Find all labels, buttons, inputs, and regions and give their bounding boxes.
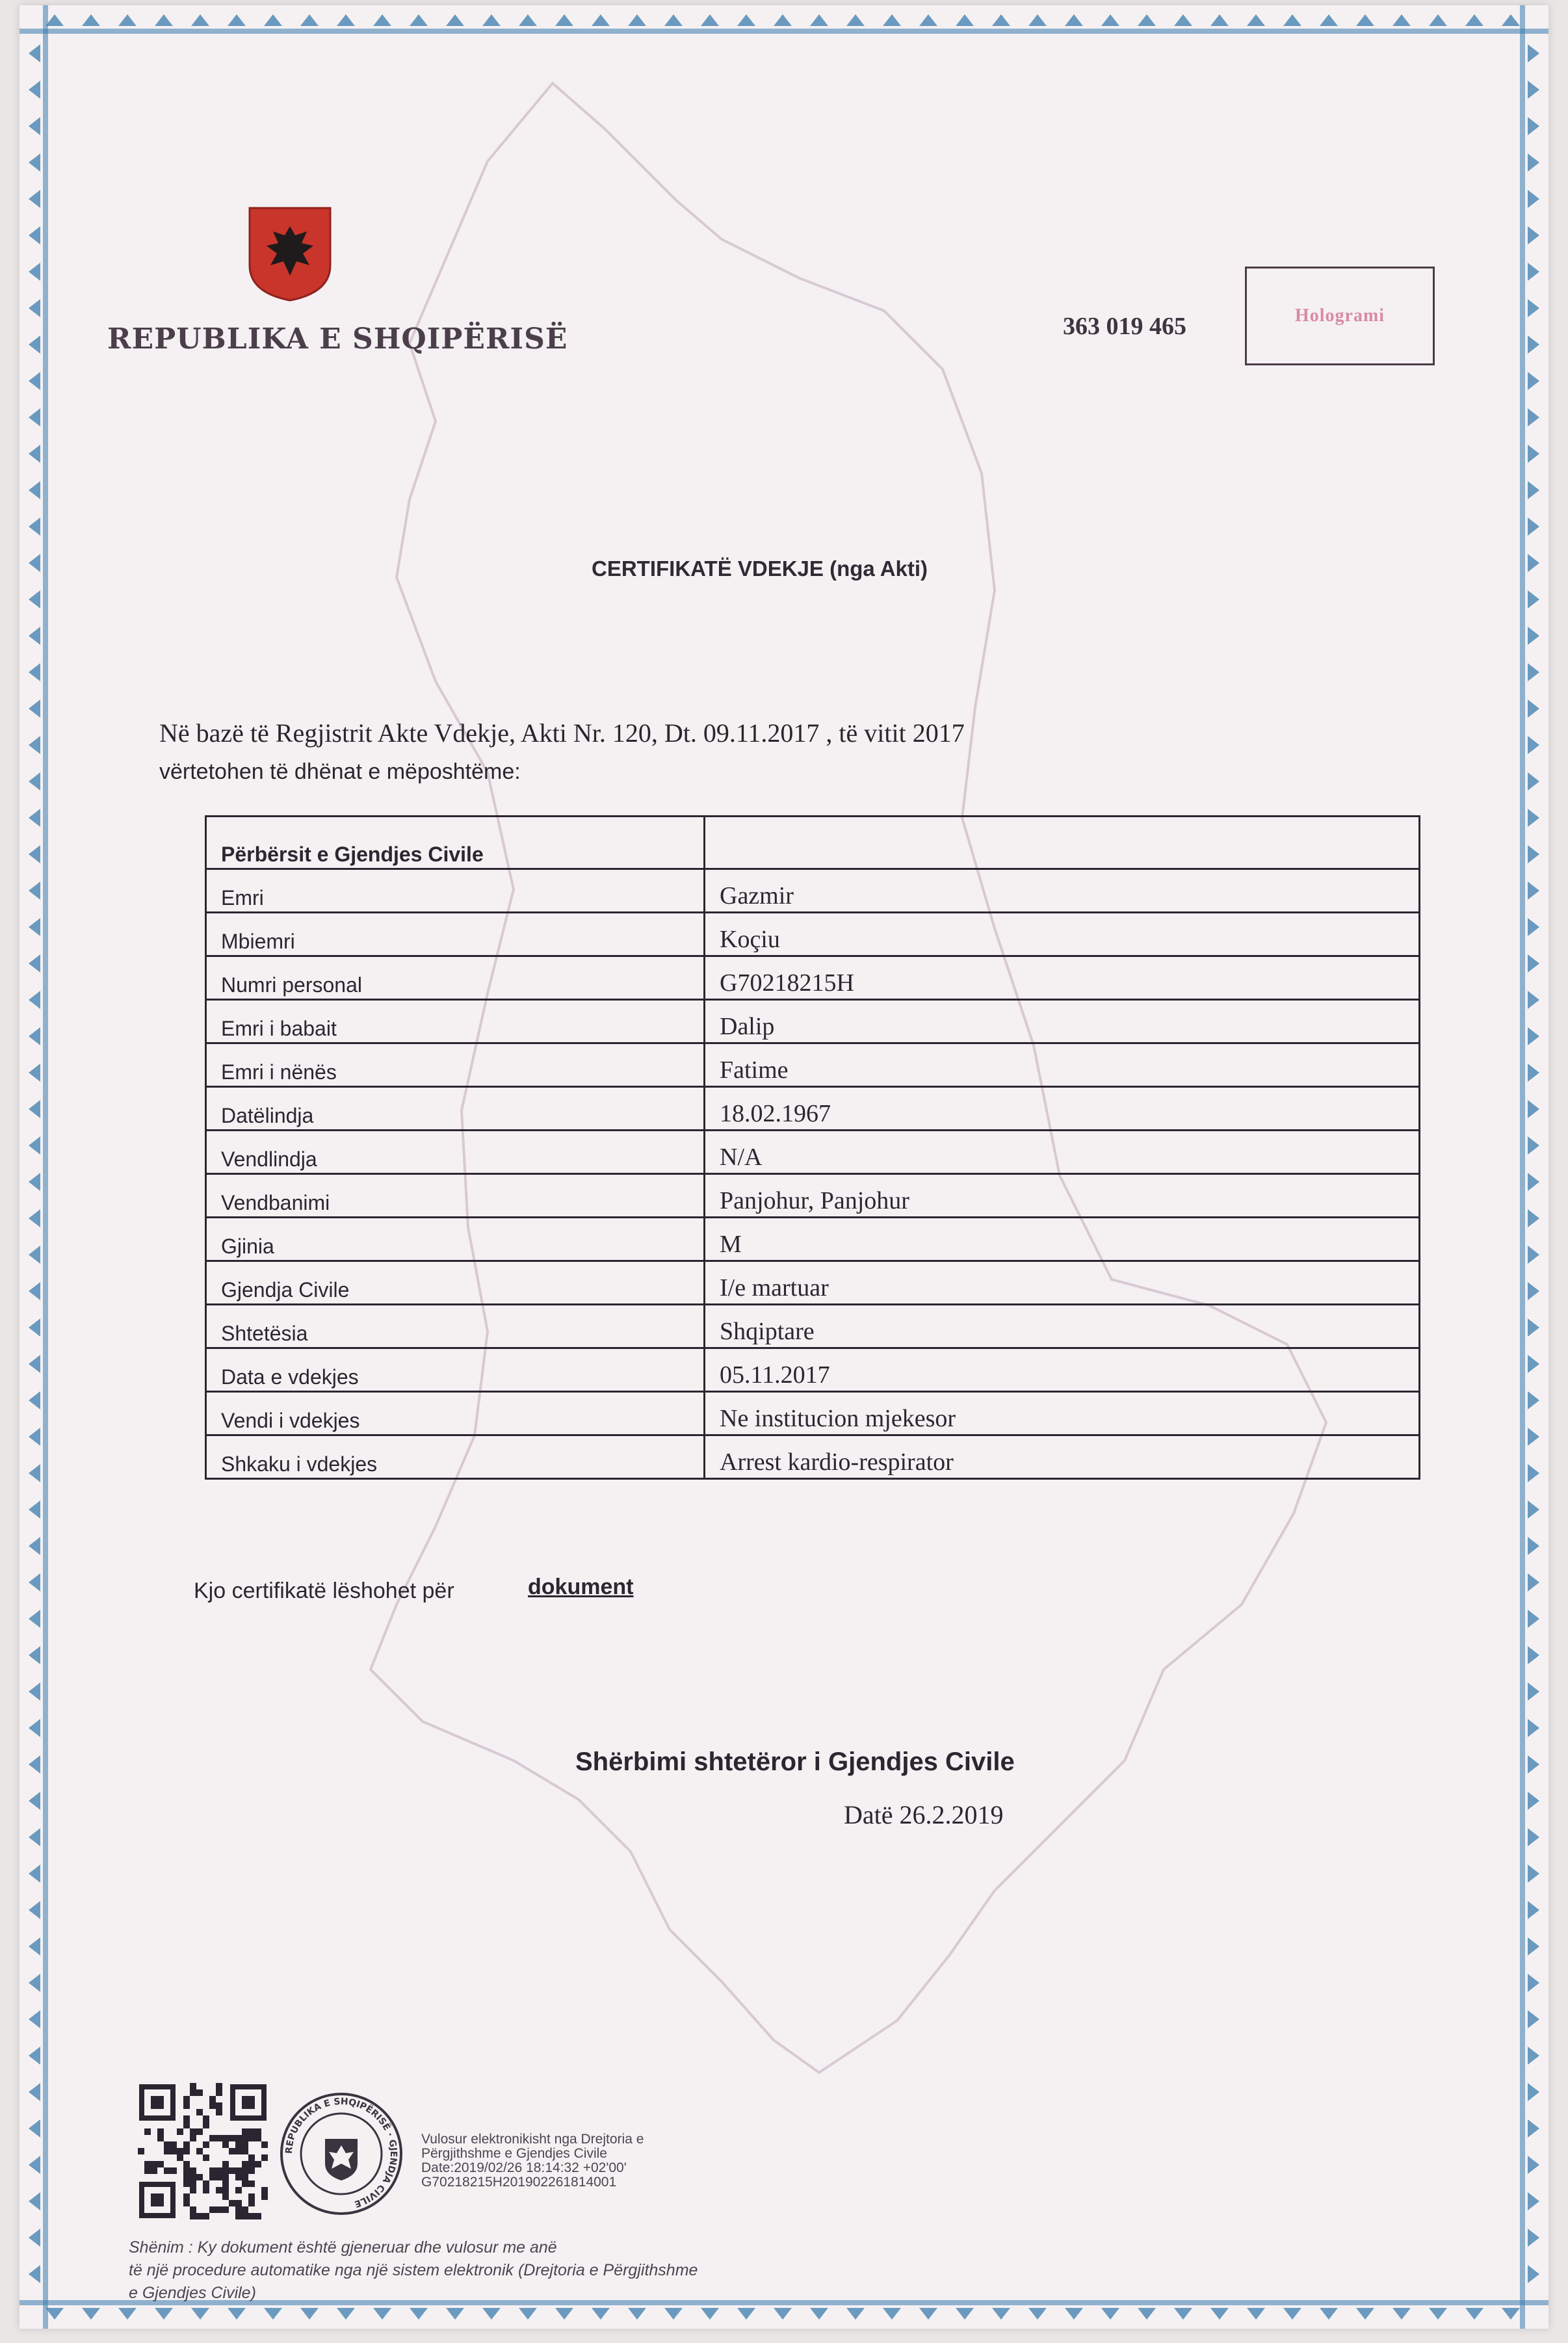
- hologram-box: [1245, 267, 1435, 365]
- table-row: [206, 956, 1420, 1000]
- issued-for-text: Kjo certifikatë lëshohet për: [194, 1578, 454, 1603]
- table-row: [206, 913, 1420, 956]
- table-header-empty-cell: [705, 817, 1420, 869]
- issuing-service: Shërbimi shtetëror i Gjendjes Civile: [575, 1747, 1015, 1776]
- issue-date: Datë 26.2.2019: [844, 1800, 1004, 1829]
- table-row: [206, 1348, 1420, 1392]
- row-label: Shkaku i vdekjes: [206, 1435, 705, 1479]
- row-value: I/e martuar: [705, 1261, 1420, 1305]
- table-row: [206, 1087, 1420, 1131]
- row-label: Gjinia: [206, 1218, 705, 1261]
- row-label: Vendlindja: [206, 1131, 705, 1174]
- table-header-cell: Përbërsit e Gjendjes Civile: [206, 817, 705, 869]
- border-top: [20, 5, 1548, 44]
- signature-line: G70218215H201902261814001: [421, 2175, 617, 2190]
- certificate-title: CERTIFIKATË VDEKJE (nga Akti): [592, 556, 928, 581]
- intro-line-1: Në bazë të Regjistrit Akte Vdekje, Akti Nr. 120, Dt. 09.11.2017 , të vitit 2017: [159, 718, 965, 748]
- row-value: 05.11.2017: [705, 1348, 1420, 1392]
- row-value: M: [705, 1218, 1420, 1261]
- border-right: [1509, 5, 1548, 2329]
- note-line: të një procedure automatike nga një sistem elektronik (Drejtoria e Përgjithshme: [129, 2261, 698, 2279]
- row-value: G70218215H: [705, 956, 1420, 1000]
- civil-status-table: [205, 815, 1420, 1480]
- seal-text: REPUBLIKA E SHQIPËRISË · GJENDJA CIVILE: [283, 2096, 399, 2210]
- hologram-label: Hologrami: [1294, 306, 1385, 326]
- serial-number: 363 019 465: [1063, 313, 1186, 340]
- row-value: N/A: [705, 1131, 1420, 1174]
- row-value: 18.02.1967: [705, 1087, 1420, 1131]
- row-label: Datëlindja: [206, 1087, 705, 1131]
- qr-code-icon: [138, 2083, 268, 2219]
- table-row: [206, 1392, 1420, 1435]
- row-value: Fatime: [705, 1043, 1420, 1087]
- table-row: [206, 1261, 1420, 1305]
- table-row: [206, 1131, 1420, 1174]
- intro-line-2: vërtetohen të dhënat e mëposhtëme:: [159, 759, 521, 784]
- issued-for-value: dokument: [528, 1575, 634, 1599]
- row-label: Vendi i vdekjes: [206, 1392, 705, 1435]
- row-label: Emri i babait: [206, 1000, 705, 1043]
- footer-note: [129, 2236, 896, 2305]
- table-row: [206, 1000, 1420, 1043]
- republic-title: REPUBLIKA E SHQIPËRISË: [107, 322, 568, 356]
- note-line: e Gjendjes Civile): [129, 2284, 256, 2302]
- row-label: Mbiemri: [206, 913, 705, 956]
- table-row: [206, 1435, 1420, 1479]
- electronic-signature-block: [421, 2132, 759, 2190]
- official-seal-icon: [278, 2091, 404, 2217]
- albania-emblem-icon: [247, 205, 333, 303]
- row-value: Gazmir: [705, 869, 1420, 913]
- row-label: Vendbanimi: [206, 1174, 705, 1218]
- note-line: Shënim : Ky dokument është gjeneruar dhe vulosur me anë: [129, 2238, 557, 2257]
- row-value: Shqiptare: [705, 1305, 1420, 1348]
- row-label: Emri i nënës: [206, 1043, 705, 1087]
- signature-line: Përgjithshme e Gjendjes Civile: [421, 2146, 607, 2161]
- row-label: Data e vdekjes: [206, 1348, 705, 1392]
- certificate-page: [20, 5, 1548, 2329]
- table-row: [206, 869, 1420, 913]
- table-row: [206, 1174, 1420, 1218]
- signature-line: Date:2019/02/26 18:14:32 +02'00': [421, 2160, 627, 2175]
- row-label: Emri: [206, 869, 705, 913]
- signature-line: Vulosur elektronikisht nga Drejtoria e: [421, 2132, 644, 2147]
- row-value: Koçiu: [705, 913, 1420, 956]
- row-value: Arrest kardio-respirator: [705, 1435, 1420, 1479]
- table-row: [206, 1305, 1420, 1348]
- row-value: Panjohur, Panjohur: [705, 1174, 1420, 1218]
- table-row: [206, 1218, 1420, 1261]
- table-header-row: [206, 817, 1420, 869]
- row-value: Ne institucion mjekesor: [705, 1392, 1420, 1435]
- border-left: [20, 5, 59, 2329]
- row-value: Dalip: [705, 1000, 1420, 1043]
- row-label: Shtetësia: [206, 1305, 705, 1348]
- row-label: Numri personal: [206, 956, 705, 1000]
- row-label: Gjendja Civile: [206, 1261, 705, 1305]
- table-row: [206, 1043, 1420, 1087]
